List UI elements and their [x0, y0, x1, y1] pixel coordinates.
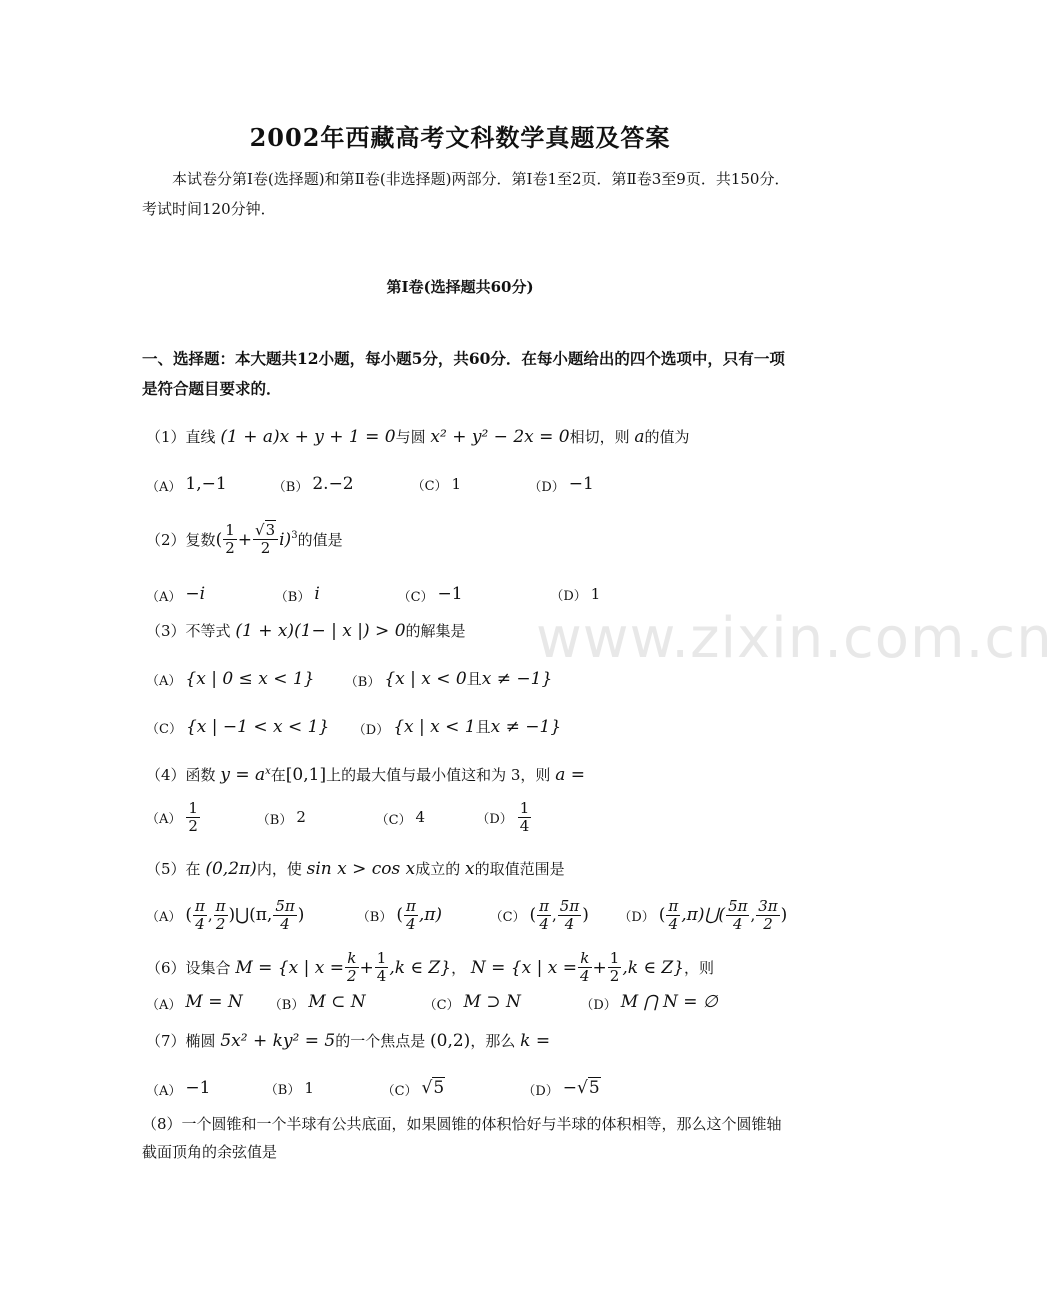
numerator: 1: [225, 521, 235, 539]
option-label: （A）: [146, 674, 182, 689]
page-title: 2002年西藏高考文科数学真题及答案: [249, 123, 671, 152]
question-number: （3）: [146, 622, 186, 640]
question-text: 不等式: [185, 622, 231, 640]
option-d: [528, 474, 594, 495]
option-text: 且: [466, 670, 482, 688]
math-expression: N = {x | x =: [470, 957, 577, 978]
option-value: 2: [296, 808, 306, 826]
option-value: 4: [415, 808, 426, 826]
option-a: [146, 474, 268, 495]
option-label: （D）: [580, 997, 617, 1013]
question-7: [146, 1030, 550, 1051]
question-text: 成立的: [415, 860, 461, 878]
option-label: （C）: [411, 479, 448, 494]
option-label: （A）: [146, 997, 182, 1013]
option-c: [146, 717, 348, 738]
option-label: （A）: [146, 589, 182, 605]
option-label: （B）: [264, 1083, 301, 1098]
option-label: （C）: [375, 812, 412, 828]
fraction: [193, 898, 207, 934]
option-value: 1: [304, 1078, 314, 1097]
math-expression: (: [396, 904, 403, 925]
fraction: [214, 898, 228, 934]
option-label: （D）: [550, 589, 587, 604]
math-expression: ,k ∈ Z}: [389, 957, 452, 978]
exponent: 3: [291, 529, 298, 541]
option-value: 1: [451, 474, 462, 493]
denominator: 2: [260, 539, 271, 558]
option-b: [265, 1079, 377, 1099]
option-d: [522, 1078, 600, 1099]
radicand: 3: [265, 521, 276, 539]
math-expression: [0,1]: [285, 765, 327, 785]
question-1-options: [146, 474, 594, 495]
denominator: 4: [195, 915, 205, 934]
option-b: [257, 808, 371, 828]
option-a: [146, 669, 340, 690]
option-value: {x | 0 ≤ x < 1}: [185, 668, 315, 689]
math-expression: (: [215, 529, 223, 550]
math-expression: ): [582, 904, 589, 925]
question-text: 在: [270, 766, 286, 784]
fraction: [404, 898, 418, 934]
numerator: 5π: [728, 897, 748, 915]
option-a: （A） ( $\frac{\pi}{4}$ , $\frac{\pi}{2}$ )⋃(π, $\frac{5\pi}{4}$ ): [146, 897, 305, 934]
option-d: [353, 716, 561, 738]
option-label: （B）: [356, 910, 393, 926]
math-expression: ,π)⋃(: [681, 904, 726, 925]
numerator: 1: [519, 799, 530, 817]
question-text: ，那么: [470, 1032, 516, 1050]
option-value: −i: [185, 584, 206, 604]
question-number: （1）: [146, 428, 186, 446]
option-label: （A）: [146, 910, 182, 926]
question-text: 的解集是: [405, 622, 466, 640]
radicand: 5: [588, 1078, 600, 1098]
option-c: [412, 475, 524, 495]
option-value: x ≠ −1}: [490, 717, 562, 737]
numerator: 1: [609, 949, 620, 967]
math-expression: (0,2): [430, 1031, 471, 1051]
question-1: [146, 426, 690, 447]
denominator: 4: [406, 915, 416, 934]
option-label: （D）: [352, 722, 390, 738]
denominator: 4: [668, 915, 679, 934]
question-2-options: [146, 584, 600, 605]
math-expression: y = a: [220, 765, 266, 785]
option-label: （D）: [522, 1083, 559, 1099]
part-title: 第Ⅰ卷(选择题共60分): [386, 278, 534, 296]
question-4: [146, 764, 585, 785]
math-expression: (: [529, 904, 537, 925]
option-value: M = N: [185, 992, 243, 1012]
math-expression: ): [297, 904, 305, 925]
option-label: （B）: [274, 589, 311, 605]
math-expression: (0,2π): [205, 859, 257, 879]
math-expression: ,k ∈ Z}: [622, 957, 685, 978]
option-label: （D）: [618, 910, 655, 926]
section-heading: 一、选择题：本大题共12小题，每小题5分，共60分．在每小题给出的四个选项中，只有一项是符合题目要求的．: [142, 349, 785, 398]
numerator: π: [195, 897, 205, 915]
math-expression: +: [237, 529, 252, 550]
sqrt-sign: √5: [421, 1078, 445, 1098]
question-text: 设集合: [185, 959, 231, 978]
question-text: 椭圆: [185, 1032, 216, 1050]
math-expression: (1 + x)(1− | x |) > 0: [235, 621, 406, 641]
numerator: π: [405, 897, 416, 915]
option-value: {x | x < 0: [384, 669, 467, 689]
option-value: {x | x < 1: [393, 717, 476, 737]
question-text: 在: [185, 860, 201, 878]
numerator: k: [345, 950, 359, 968]
option-label: （C）: [381, 1083, 418, 1099]
math-expression: a: [634, 427, 645, 447]
question-number: （6）: [146, 959, 186, 978]
option-label: （D）: [528, 479, 565, 495]
math-expression: )⋃(π,: [228, 904, 273, 925]
question-2: [146, 522, 343, 558]
option-c: [398, 584, 546, 605]
math-expression: (1 + a)x + y + 1 = 0: [220, 427, 396, 447]
denominator: 2: [609, 967, 620, 986]
option-b: [275, 584, 393, 605]
option-value: M ⊃ N: [463, 992, 521, 1012]
numerator: π: [215, 897, 226, 915]
intro-text: 本试卷分第Ⅰ卷(选择题)和第Ⅱ卷(非选择题)两部分．第Ⅰ卷1至2页．第Ⅱ卷3至9页．共150分．考试时间120分钟．: [142, 170, 790, 218]
question-text: ，则: [684, 959, 715, 978]
option-value: M ⊂ N: [308, 992, 366, 1012]
option-c: （C） ( $\frac{\pi}{4}$ , $\frac{5\pi}{4}$ ): [489, 897, 589, 934]
question-text: 上的最大值与最小值这和为 3，则: [326, 766, 551, 784]
intro-paragraph: [142, 164, 792, 224]
option-value: M ⋂ N = ∅: [620, 992, 718, 1012]
numerator: 1: [376, 949, 387, 967]
option-label: （B）: [272, 479, 309, 495]
question-5-options: [146, 898, 787, 934]
math-expression: M = {x | x =: [235, 957, 344, 978]
question-text: 的值是: [297, 531, 343, 550]
math-expression: x: [465, 859, 475, 879]
denominator: 4: [733, 915, 743, 934]
option-a: [146, 800, 252, 836]
denominator: 4: [280, 915, 290, 934]
question-text: 内，使: [256, 860, 302, 878]
denominator: 2: [346, 967, 357, 986]
question-text: 直线: [185, 428, 216, 446]
fraction: [345, 950, 359, 986]
question-6-options: [146, 992, 718, 1013]
option-d: [580, 992, 717, 1013]
option-b: [269, 992, 419, 1013]
question-text: 函数: [185, 766, 216, 784]
question-text: 相切，则: [569, 428, 630, 446]
fraction: [375, 950, 389, 986]
numerator: 5π: [559, 897, 580, 915]
numerator: [253, 522, 278, 540]
option-d: [550, 585, 600, 605]
radicand: 5: [433, 1078, 445, 1098]
denominator: 4: [519, 817, 530, 836]
option-d: [476, 800, 532, 836]
math-expression: a =: [555, 765, 586, 785]
question-4-options: [146, 800, 532, 836]
numerator: 3π: [758, 897, 778, 915]
fraction: [558, 898, 581, 934]
denominator: 4: [564, 915, 575, 934]
denominator: 4: [579, 967, 590, 986]
option-b: [357, 898, 485, 934]
math-expression: x² + y² − 2x = 0: [430, 427, 570, 447]
numerator: π: [539, 897, 550, 915]
question-3-options-ab: [146, 668, 552, 690]
question-6: （6）设集合 M = {x | x = $\frac{k}{2}$ + $\frac{1}{4}$ ,k ∈ Z}， N = {x | x = $\frac{k}{4}$ + $\frac{1}{2}$ ,k ∈ Z}，则: [146, 949, 715, 986]
option-label: （C）: [489, 910, 526, 926]
math-expression: ,π): [418, 904, 443, 925]
option-value: {x | −1 < x < 1}: [185, 716, 330, 737]
option-label: （D）: [476, 812, 513, 828]
sqrt-sign: √5: [577, 1078, 600, 1098]
fraction: [223, 522, 237, 558]
option-value: x ≠ −1}: [481, 669, 553, 689]
math-expression: (: [185, 904, 193, 925]
numerator: 1: [188, 799, 198, 817]
option-label: （B）: [344, 674, 381, 690]
math-expression: 5x² + ky² = 5: [220, 1031, 336, 1051]
denominator: 4: [539, 915, 549, 934]
question-5: [146, 858, 565, 879]
option-label: （A）: [146, 812, 182, 828]
option-c: [382, 1078, 518, 1099]
fraction: [726, 898, 749, 934]
watermark: www.zixin.com.cn: [536, 606, 1053, 671]
option-label: （C）: [397, 589, 434, 605]
denominator: 2: [215, 915, 226, 934]
fraction: [666, 898, 680, 934]
math-expression: i): [279, 529, 292, 550]
option-label: （C）: [146, 722, 182, 737]
denominator: 2: [188, 817, 198, 836]
option-b: [345, 668, 553, 690]
question-text: 复数: [185, 531, 216, 550]
math-expression: k =: [520, 1031, 551, 1051]
question-number: （2）: [146, 531, 186, 550]
denominator: 2: [763, 915, 773, 934]
option-a: [146, 584, 270, 605]
question-7-options: [146, 1078, 601, 1099]
option-text: 且: [475, 718, 491, 736]
denominator: 2: [225, 539, 235, 558]
option-label: （C）: [423, 997, 460, 1013]
option-a: [146, 1078, 260, 1099]
fraction: [186, 800, 200, 836]
question-8: （8）一个圆锥和一个半球有公共底面，如果圆锥的体积恰好与半球的体积相等，那么这个圆锥轴截面顶角的余弦值是: [142, 1115, 782, 1161]
question-text: 的一个焦点是: [335, 1032, 426, 1050]
question-number: （4）: [146, 766, 186, 784]
fraction: [756, 898, 779, 934]
math-expression: ): [780, 904, 788, 925]
option-b: [273, 474, 407, 495]
option-value: 1,−1: [185, 474, 227, 494]
option-d: （D） ( $\frac{\pi}{4}$ ,π)⋃( $\frac{5\pi}{4}$ , $\frac{3\pi}{2}$ ): [618, 897, 788, 934]
question-3: [146, 620, 466, 641]
question-number: （5）: [146, 860, 186, 878]
exponent: x: [265, 766, 271, 777]
numerator: 5π: [275, 897, 295, 915]
question-3-options-cd: [146, 716, 561, 738]
option-value: 2.−2: [312, 474, 354, 494]
option-value: −1: [437, 584, 463, 604]
option-value: 1: [590, 584, 601, 603]
option-label: （B）: [256, 812, 293, 828]
math-expression: sin x > cos x: [306, 859, 416, 879]
option-value: −1: [568, 474, 594, 494]
sqrt-sign: √3: [255, 521, 276, 539]
option-label: （A）: [146, 479, 182, 495]
numerator: π: [668, 897, 679, 915]
math-expression: (: [658, 904, 666, 925]
fraction: [253, 522, 278, 558]
option-a: [146, 992, 264, 1013]
question-text: 的取值范围是: [474, 860, 565, 878]
question-text: ，: [451, 959, 467, 978]
fraction: [518, 800, 532, 836]
question-number: （7）: [146, 1032, 186, 1050]
fraction: [578, 950, 592, 986]
fraction: [608, 950, 622, 986]
fraction: [537, 898, 551, 934]
option-label: （A）: [146, 1083, 182, 1099]
option-value: −1: [185, 1078, 211, 1098]
option-label: （B）: [268, 997, 305, 1013]
option-value: −: [562, 1078, 578, 1098]
option-c: [424, 992, 576, 1013]
question-text: 的值为: [644, 428, 690, 446]
option-value: i: [314, 584, 320, 604]
numerator: k: [578, 950, 592, 968]
denominator: 4: [376, 967, 387, 986]
option-c: [376, 808, 472, 828]
fraction: [273, 898, 296, 934]
question-text: 与圆: [395, 428, 426, 446]
